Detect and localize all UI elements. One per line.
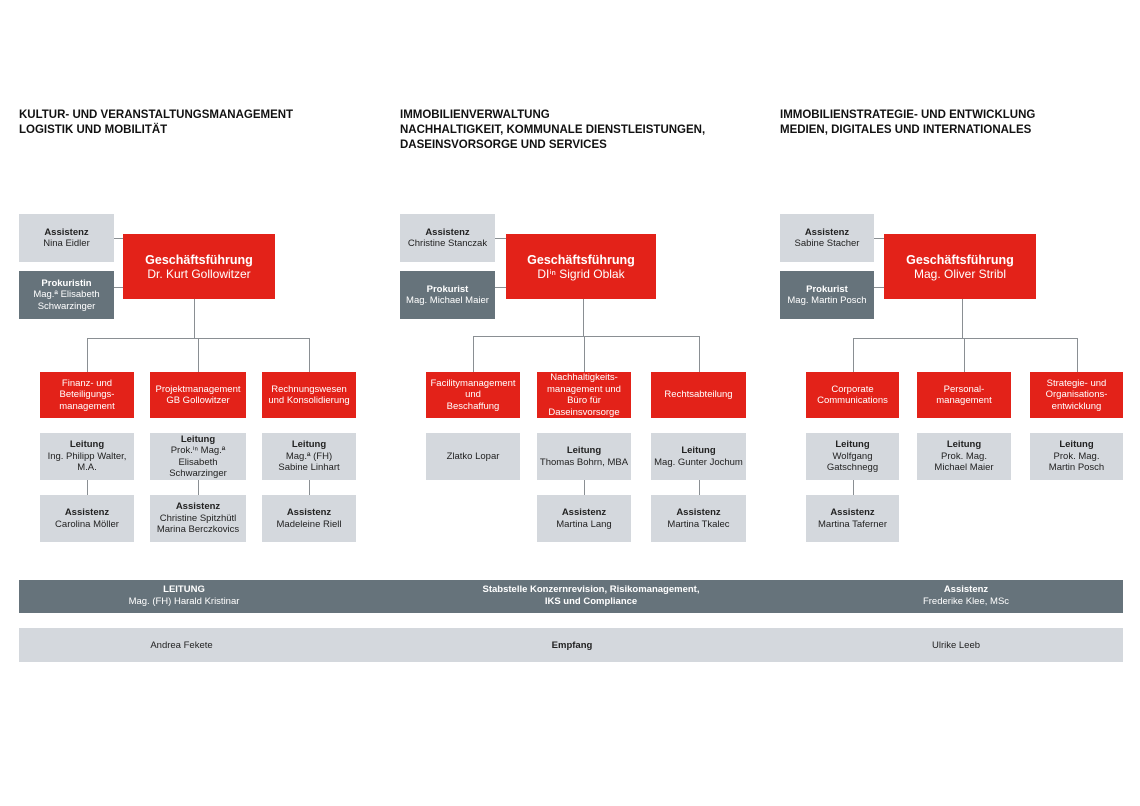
- department-assistant-box: [262, 495, 356, 542]
- heading-line: MEDIEN, DIGITALES UND INTERNATIONALES: [780, 124, 1032, 136]
- prokurist-name: Schwarzinger: [37, 300, 96, 312]
- prokurist-name: Mag.ª Elisabeth: [33, 289, 100, 301]
- lead-box: [806, 433, 899, 480]
- department-name: management: [936, 395, 992, 406]
- lead-title: Leitung: [946, 439, 982, 451]
- department-box: [537, 372, 631, 418]
- department-name: Beteiligungs-: [59, 389, 115, 401]
- revision-unit-line: Stabstelle Konzernrevision, Risikomanagement,: [482, 584, 700, 595]
- department-assistant-title: Assistenz: [286, 507, 332, 518]
- lead-name: Thomas Bohrn, MBA: [539, 456, 629, 468]
- department-drop: [87, 338, 88, 372]
- revision-assistant-title: Assistenz: [943, 584, 989, 595]
- reception-right-name: Ulrike Leeb: [931, 640, 981, 651]
- lead-name: Wolfgang: [832, 450, 873, 462]
- department-box: [262, 372, 356, 418]
- ceo-box: [123, 234, 275, 299]
- department-name: Personal-: [943, 383, 985, 395]
- lead-title: Leitung: [69, 439, 105, 451]
- ceo-box: [884, 234, 1036, 299]
- prokurist-box: [400, 271, 495, 319]
- department-name: Rechnungswesen: [271, 383, 347, 395]
- reception-left-name: Andrea Fekete: [150, 640, 213, 651]
- revision-assistant-name: Frederike Klee, MSc: [922, 595, 1010, 607]
- department-assistant-box: [40, 495, 134, 542]
- department-box: [40, 372, 134, 418]
- department-assistant-name: Madeleine Riell: [276, 518, 342, 530]
- department-name: Corporate: [831, 383, 874, 395]
- reception-title: Empfang: [551, 640, 593, 651]
- heading-line: NACHHALTIGKEIT, KOMMUNALE DIENSTLEISTUNGEN,: [400, 124, 706, 136]
- department-name: Finanz- und: [61, 377, 113, 389]
- department-assistant-title: Assistenz: [175, 501, 221, 513]
- department-drop: [853, 338, 854, 372]
- department-drop: [584, 336, 585, 372]
- department-drop: [1077, 338, 1078, 372]
- department-assistant-name: Martina Lang: [556, 518, 612, 530]
- department-name: Büro für: [567, 395, 601, 406]
- ceo-box: [506, 234, 656, 299]
- department-drop: [699, 336, 700, 372]
- assistant-connector: [874, 238, 884, 239]
- department-name: und Konsolidierung: [268, 395, 350, 406]
- assistant-name: Christine Stanczak: [407, 238, 488, 249]
- prokurist-name: Mag. Michael Maier: [406, 295, 489, 306]
- revision-lead: [79, 584, 289, 607]
- revision-band: [19, 580, 1123, 613]
- department-name: entwicklung: [1051, 400, 1102, 412]
- lead-name: M.A.: [77, 462, 97, 474]
- lead-name: Martin Posch: [1048, 462, 1105, 474]
- department-drop: [309, 338, 310, 372]
- revision-lead-title: LEITUNG: [163, 584, 205, 595]
- reception-left: [79, 640, 284, 652]
- lead-title: Leitung: [180, 433, 216, 445]
- department-name: Organisations-: [1045, 389, 1108, 401]
- department-drop: [473, 336, 474, 372]
- heading-line: DASEINSVORSORGE UND SERVICES: [400, 139, 607, 151]
- assistant-drop: [87, 480, 88, 495]
- department-assistant-name: Martina Tkalec: [667, 518, 730, 530]
- department-name: Facilitymanagement: [430, 377, 516, 389]
- lead-title: Leitung: [291, 439, 327, 451]
- assistant-drop: [584, 480, 585, 495]
- lead-box: [651, 433, 746, 480]
- department-name: Communications: [817, 395, 888, 406]
- assistant-drop: [699, 480, 700, 495]
- lead-name: Ing. Philipp Walter,: [47, 450, 127, 462]
- assistant-name: Nina Eidler: [43, 238, 90, 249]
- department-bus: [853, 338, 1078, 339]
- revision-unit: [421, 584, 761, 607]
- department-assistant-title: Assistenz: [830, 507, 875, 518]
- department-assistant-box: [806, 495, 899, 542]
- lead-title: Leitung: [681, 445, 716, 456]
- revision-unit-line: IKS und Compliance: [544, 595, 638, 607]
- assistant-drop: [853, 480, 854, 495]
- reception-center: [472, 640, 672, 652]
- department-drop: [198, 338, 199, 372]
- lead-name: Zlatko Lopar: [446, 450, 500, 462]
- assistant-connector: [495, 238, 506, 239]
- heading-line: KULTUR- UND VERANSTALTUNGSMANAGEMENT: [19, 109, 294, 121]
- heading-line: LOGISTIK UND MOBILITÄT: [19, 124, 168, 136]
- department-assistant-name: Christine Spitzhütl: [159, 512, 237, 524]
- department-assistant-title: Assistenz: [561, 507, 607, 518]
- department-assistant-box: [150, 495, 246, 542]
- prokurist-name: Mag. Martin Posch: [787, 295, 867, 306]
- assistant-drop: [198, 480, 199, 495]
- revision-lead-name: Mag. (FH) Harald Kristinar: [128, 595, 240, 607]
- department-name: Rechtsabteilung: [664, 389, 733, 401]
- department-box: [917, 372, 1011, 418]
- assistant-title: Assistenz: [44, 226, 89, 238]
- department-box: [426, 372, 520, 418]
- heading-line: IMMOBILIENVERWALTUNG: [400, 109, 550, 121]
- ceo-title: Geschäftsführung: [145, 252, 253, 267]
- ceo-name: Dr. Kurt Gollowitzer: [147, 266, 251, 281]
- department-name: Strategie- und: [1046, 377, 1107, 389]
- department-assistant-name: Marina Berczkovics: [156, 524, 240, 536]
- department-assistant-box: [651, 495, 746, 542]
- prokurist-box: [19, 271, 114, 319]
- lead-box: [537, 433, 631, 480]
- revision-assistant: [861, 584, 1071, 607]
- prokurist-title: Prokuristin: [41, 277, 92, 289]
- ceo-name: Mag. Oliver Stribl: [913, 266, 1007, 281]
- lead-name: Mag. Gunter Jochum: [654, 456, 743, 468]
- ceo-connector: [194, 299, 195, 338]
- department-box: [806, 372, 899, 418]
- lead-name: Prok.ⁱⁿ Mag.ª: [170, 445, 226, 456]
- column-heading: [400, 108, 705, 153]
- lead-box: [426, 433, 520, 480]
- department-name: GB Gollowitzer: [166, 395, 230, 406]
- department-name: Projektmanagement: [155, 383, 241, 395]
- lead-name: Mag.ª (FH): [285, 450, 333, 462]
- department-box: [651, 372, 746, 418]
- lead-name: Schwarzinger: [169, 468, 227, 479]
- assistant-title: Assistenz: [425, 226, 470, 238]
- department-name: Beschaffung: [446, 400, 500, 412]
- reception-right: [856, 640, 1056, 652]
- department-bus: [473, 336, 700, 337]
- column-heading: [780, 108, 1035, 138]
- prokurist-title: Prokurist: [806, 283, 848, 295]
- department-assistant-name: Carolina Möller: [55, 518, 119, 530]
- department-assistant-title: Assistenz: [64, 507, 110, 518]
- prokurist-connector: [874, 287, 884, 288]
- lead-box: [150, 433, 246, 480]
- department-assistant-title: Assistenz: [676, 507, 721, 518]
- ceo-connector: [962, 299, 963, 338]
- lead-box: [917, 433, 1011, 480]
- lead-title: Leitung: [835, 439, 870, 451]
- assistant-box: [780, 214, 874, 262]
- prokurist-connector: [114, 287, 123, 288]
- assistant-connector: [114, 238, 123, 239]
- assistant-drop: [309, 480, 310, 495]
- lead-box: [40, 433, 134, 480]
- department-assistant-name: Martina Taferner: [818, 518, 887, 530]
- lead-name: Prok. Mag.: [941, 450, 987, 462]
- department-drop: [964, 338, 965, 372]
- prokurist-box: [780, 271, 874, 319]
- lead-name: Michael Maier: [934, 462, 994, 474]
- lead-name: Gatschnegg: [826, 462, 879, 474]
- lead-box: [1030, 433, 1123, 480]
- assistant-name: Sabine Stacher: [794, 238, 860, 249]
- assistant-box: [19, 214, 114, 262]
- department-box: [150, 372, 246, 418]
- lead-name: Prok. Mag.: [1053, 450, 1100, 462]
- lead-name: Sabine Linhart: [278, 462, 340, 474]
- department-assistant-box: [537, 495, 631, 542]
- column-heading: [19, 108, 293, 138]
- department-name: und: [465, 389, 481, 401]
- department-box: [1030, 372, 1123, 418]
- lead-title: Leitung: [566, 445, 602, 456]
- lead-title: Leitung: [1059, 439, 1094, 451]
- reception-band: [19, 628, 1123, 662]
- department-name: Daseinsvorsorge: [548, 406, 620, 418]
- department-name: management und: [547, 383, 621, 395]
- prokurist-title: Prokurist: [426, 283, 469, 295]
- ceo-title: Geschäftsführung: [527, 252, 635, 267]
- lead-box: [262, 433, 356, 480]
- ceo-name: DIⁱⁿ Sigrid Oblak: [537, 266, 625, 281]
- ceo-title: Geschäftsführung: [906, 252, 1014, 267]
- assistant-box: [400, 214, 495, 262]
- assistant-title: Assistenz: [804, 226, 850, 238]
- department-name: management: [59, 400, 115, 412]
- prokurist-connector: [495, 287, 506, 288]
- ceo-connector: [583, 299, 584, 336]
- heading-line: IMMOBILIENSTRATEGIE- UND ENTWICKLUNG: [780, 109, 1036, 121]
- department-name: Nachhaltigkeits-: [550, 372, 618, 383]
- lead-name: Elisabeth: [178, 456, 218, 468]
